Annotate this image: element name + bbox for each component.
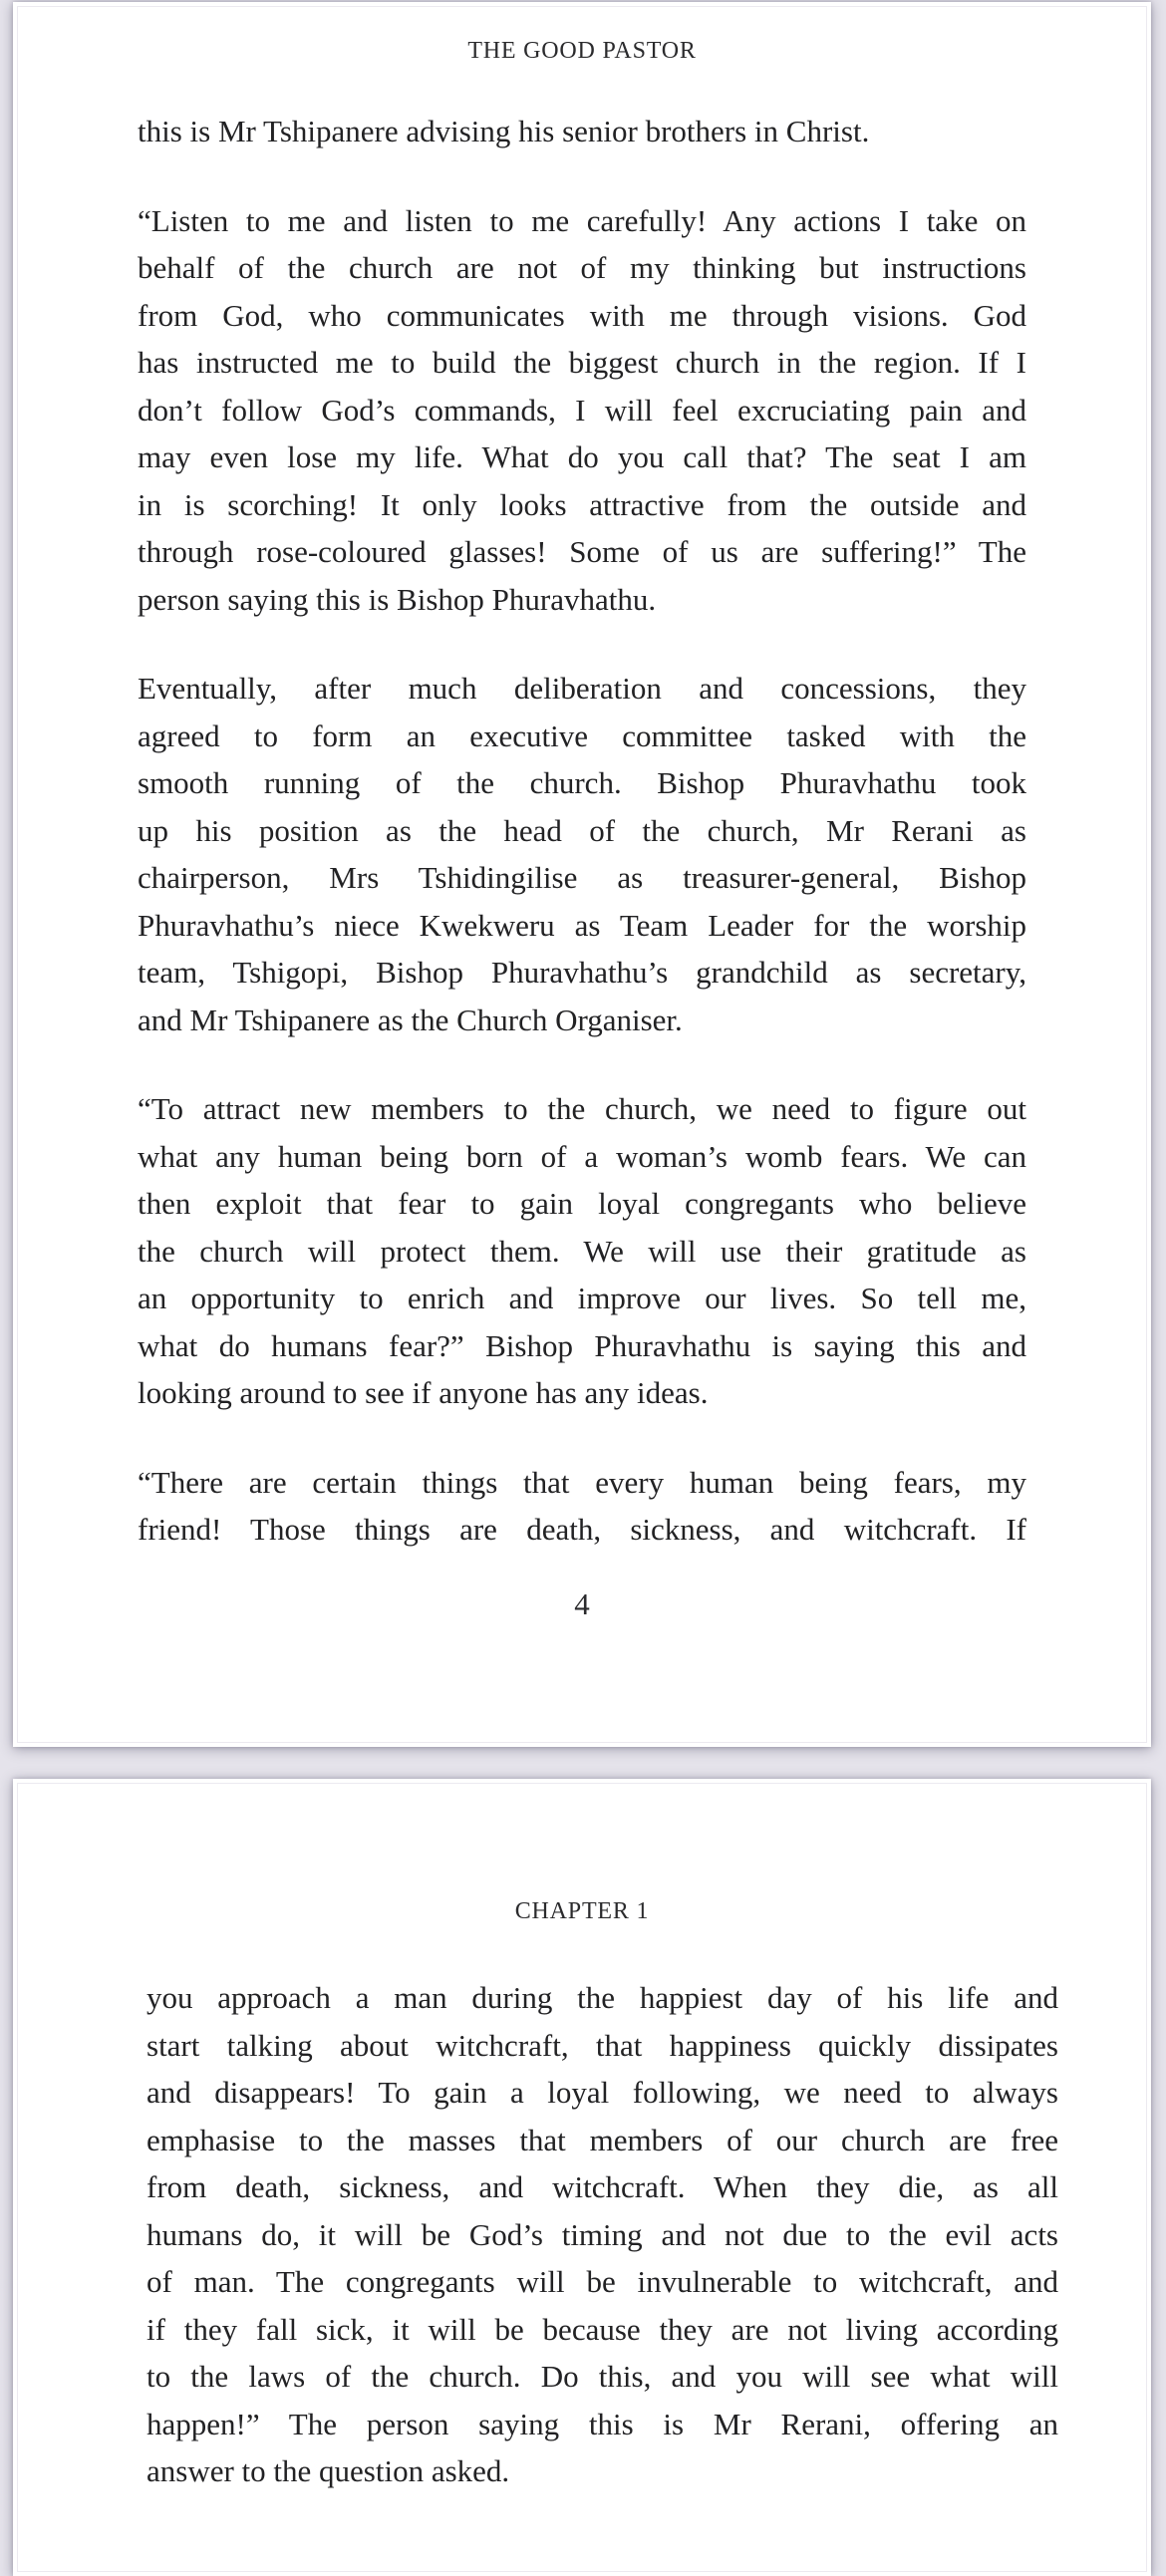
text-line: through rose-coloured glasses! Some of us are suffering!” The — [138, 534, 1026, 569]
paragraph — [138, 1085, 1026, 1417]
text-line: friend! Those things are death, sickness, and witchcraft. If — [138, 1512, 1026, 1547]
text-line: in is scorching! It only looks attractive from the outside and — [138, 486, 1026, 522]
text-line: if they fall sick, it will be because they are not living according — [146, 2311, 1058, 2347]
text-line: what do humans fear?” Bishop Phuravhathu is saying this and — [138, 1327, 1026, 1363]
page-card-chapter-1 — [13, 1779, 1151, 2576]
text-line: of man. The congregants will be invulnerable to witchcraft, and — [146, 2264, 1058, 2299]
text-line: up his position as the head of the church, Mr Rerani as — [138, 812, 1026, 848]
text-line: smooth running of the church. Bishop Phuravhathu took — [138, 765, 1026, 800]
text-line: “There are certain things that every human being fears, my — [138, 1464, 1026, 1500]
paragraph — [138, 665, 1026, 1043]
paragraph — [146, 1974, 1058, 2495]
text-line: and disappears! To gain a loyal following, we need to always — [146, 2075, 1058, 2110]
paragraph — [138, 1459, 1026, 1554]
chapter-page-body-text — [146, 1974, 1058, 2495]
text-line: team, Tshigopi, Bishop Phuravhathu’s grandchild as secretary, — [138, 955, 1026, 990]
text-line: from death, sickness, and witchcraft. When they die, as all — [146, 2169, 1058, 2204]
text-line: this is Mr Tshipanere advising his senior brothers in Christ. — [138, 114, 870, 148]
text-line: you approach a man during the happiest day of his life and — [146, 1980, 1058, 2015]
text-line: from God, who communicates with me through visions. God — [138, 297, 1026, 333]
text-line: happen!” The person saying this is Mr Rerani, offering an — [146, 2406, 1058, 2441]
text-line: an opportunity to enrich and improve our lives. So tell me, — [138, 1281, 1026, 1315]
text-line: has instructed me to build the biggest church in the region. If I — [138, 345, 1026, 380]
running-header-chapter: CHAPTER 1 — [514, 1898, 650, 1924]
text-line: Eventually, after much deliberation and concessions, they — [138, 671, 1026, 706]
text-line: Phuravhathu’s niece Kwekweru as Team Leader for the worship — [138, 907, 1026, 943]
page-number: 4 — [574, 1586, 590, 1621]
paragraph — [138, 108, 1026, 155]
text-line: person saying this is Bishop Phuravhathu. — [138, 581, 657, 617]
text-line: answer to the question asked. — [146, 2453, 510, 2488]
text-line: agreed to form an executive committee tasked with the — [138, 717, 1026, 753]
text-line: don’t follow God’s commands, I will feel excruciating pain and — [138, 392, 1026, 428]
text-line: humans do, it will be God’s timing and not due to the evil acts — [146, 2216, 1058, 2252]
text-line: to the laws of the church. Do this, and you will see what will — [146, 2359, 1058, 2394]
text-line: chairperson, Mrs Tshidingilise as treasurer-general, Bishop — [138, 860, 1026, 895]
page-4-body-text — [138, 108, 1026, 1554]
text-line: looking around to see if anyone has any ideas. — [138, 1375, 709, 1410]
text-line: what any human being born of a woman’s womb fears. We can — [138, 1138, 1026, 1174]
text-line: “To attract new members to the church, we need to figure out — [138, 1091, 1026, 1126]
text-line: then exploit that fear to gain loyal congregants who believe — [138, 1186, 1026, 1221]
text-line: emphasise to the masses that members of our church are free — [146, 2122, 1058, 2157]
page-card-4 — [13, 2, 1151, 1747]
text-line: start talking about witchcraft, that happiness quickly dissipates — [146, 2027, 1058, 2063]
paragraph — [138, 197, 1026, 624]
text-line: may even lose my life. What do you call that? The seat I am — [138, 439, 1026, 474]
text-line: the church will protect them. We will use their gratitude as — [138, 1233, 1026, 1269]
running-header-book-title: THE GOOD PASTOR — [467, 38, 697, 64]
text-line: and Mr Tshipanere as the Church Organiser. — [138, 1002, 683, 1037]
text-line: behalf of the church are not of my thinking but instructions — [138, 250, 1026, 285]
text-line: “Listen to me and listen to me carefully! Any actions I take on — [138, 202, 1026, 238]
